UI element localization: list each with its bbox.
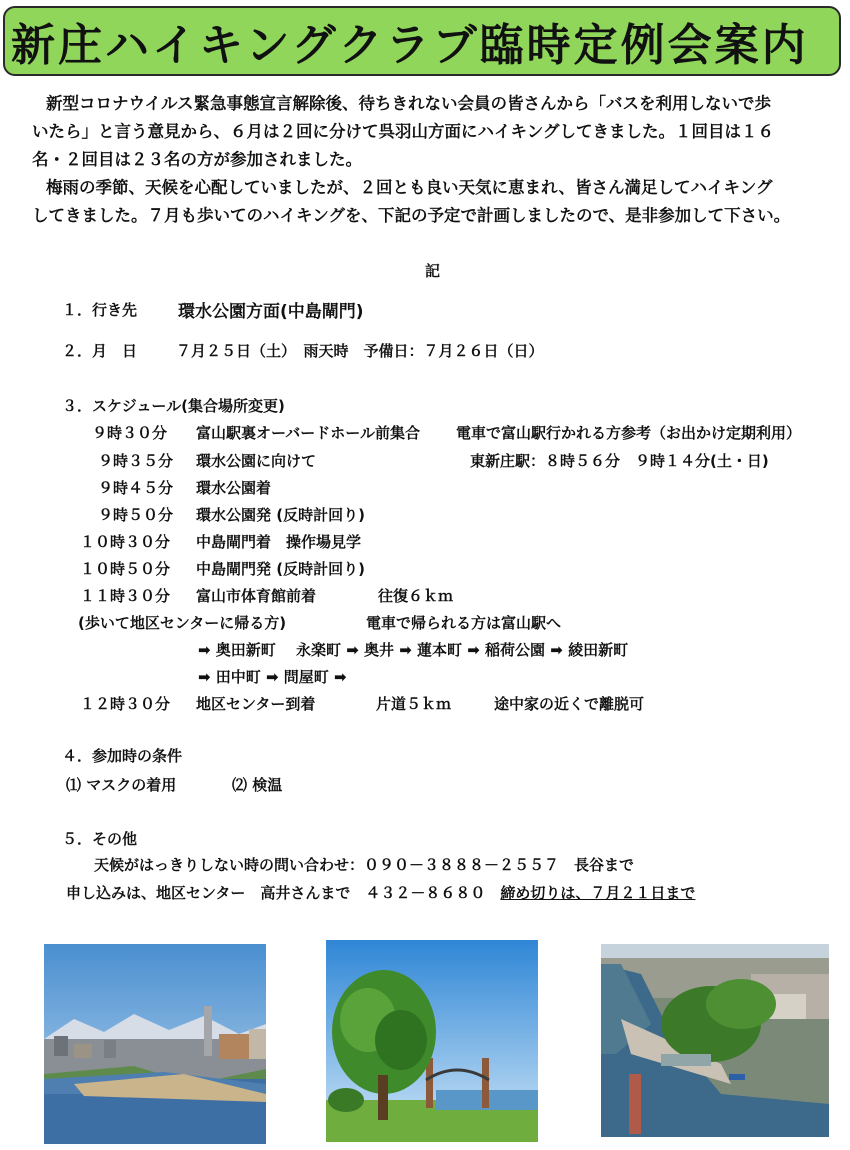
item2-value: ７月２５日（土） 雨天時 予備日：７月２６日（日） — [176, 342, 544, 360]
item1-value: 環水公園方面(中島閘門) — [178, 302, 364, 322]
photo-park-tree — [326, 940, 538, 1142]
title-banner — [3, 6, 841, 76]
intro-line: してきました。７月も歩いてのハイキングを、下記の予定で計画しましたので、是非参加して下さい。 — [32, 206, 791, 225]
schedule-text: 環水公園発 (反時計回り) — [196, 506, 365, 524]
condition-temperature: ⑵ 検温 — [232, 776, 283, 794]
schedule-note: 往復６ｋｍ — [378, 587, 454, 605]
apply-line — [66, 882, 695, 903]
schedule-note: 途中家の近くで離脱可 — [494, 695, 645, 713]
condition-mask: ⑴ マスクの着用 — [66, 776, 177, 794]
deadline-text: 締め切りは、７月２１日まで — [500, 884, 696, 902]
schedule-distance: 片道５ｋｍ — [376, 695, 452, 713]
photo-canal-lock — [601, 944, 829, 1137]
intro-line: いたら」と言う意見から、６月は２回に分けて呉羽山方面にハイキングしてきました。１回目は１６ — [32, 122, 775, 141]
intro-paragraph-2 — [32, 174, 832, 230]
train-label: 電車で帰られる方は富山駅へ — [366, 614, 562, 632]
schedule-time: ９時３５分 — [98, 452, 174, 470]
schedule-note: 東新庄駅：８時５６分 ９時１４分(土・日) — [470, 452, 769, 470]
schedule-time: ９時５０分 — [98, 506, 174, 524]
item1-label: １．行き先 — [62, 301, 138, 319]
walk-label: (歩いて地区センターに帰る方) — [78, 614, 287, 632]
item2-label: ２．月 日 — [62, 342, 138, 360]
schedule-note: 電車で富山駅行かれる方参考（お出かけ定期利用） — [456, 424, 802, 442]
intro-line: 新型コロナウイルス緊急事態宣言解除後、待ちきれない会員の皆さんから「バスを利用しないで歩 — [46, 94, 772, 113]
item5-label: ５．その他 — [62, 830, 138, 848]
schedule-text: 地区センター到着 — [196, 695, 316, 713]
intro-line: 梅雨の季節、天候を心配していましたが、２回とも良い天気に恵まれ、皆さん満足してハイキング — [46, 178, 773, 197]
intro-line: 名・２回目は２３名の方が参加されました。 — [32, 150, 362, 169]
schedule-text: 富山駅裏オーバードホール前集合 — [196, 424, 420, 442]
schedule-text: 中島閘門発 (反時計回り) — [196, 560, 365, 578]
apply-contact: 申し込みは、地区センター 高井さんまで ４３２－８６８０ — [66, 884, 501, 902]
route-line-2: ➡ 田中町 ➡ 問屋町 ➡ — [198, 668, 347, 686]
contact-line: 天候がはっきりしない時の問い合わせ：０９０－３８８８－２５５７ 長谷まで — [94, 856, 635, 874]
schedule-time: ９時３０分 — [92, 424, 168, 442]
item4-label: ４．参加時の条件 — [62, 747, 183, 765]
item3-label: ３．スケジュール(集合場所変更) — [62, 397, 285, 415]
photo-river-skyline — [44, 944, 266, 1144]
intro-paragraph-1 — [32, 90, 832, 174]
schedule-text: 環水公園に向けて — [196, 452, 317, 470]
schedule-time: １１時３０分 — [80, 587, 171, 605]
schedule-text: 富山市体育館前着 — [196, 587, 317, 605]
schedule-time: １２時３０分 — [80, 695, 171, 713]
schedule-text: 中島閘門着 操作場見学 — [196, 533, 362, 551]
schedule-time: １０時３０分 — [80, 533, 171, 551]
schedule-time: １０時５０分 — [80, 560, 171, 578]
ki-heading: 記 — [425, 262, 441, 280]
schedule-text: 環水公園着 — [196, 479, 272, 497]
page-title: 新庄ハイキングクラブ臨時定例会案内 — [11, 20, 809, 71]
schedule-time: ９時４５分 — [98, 479, 174, 497]
route-line-1: ➡ 奥田新町 永楽町 ➡ 奥井 ➡ 蓮本町 ➡ 稲荷公園 ➡ 綾田新町 — [198, 641, 629, 659]
